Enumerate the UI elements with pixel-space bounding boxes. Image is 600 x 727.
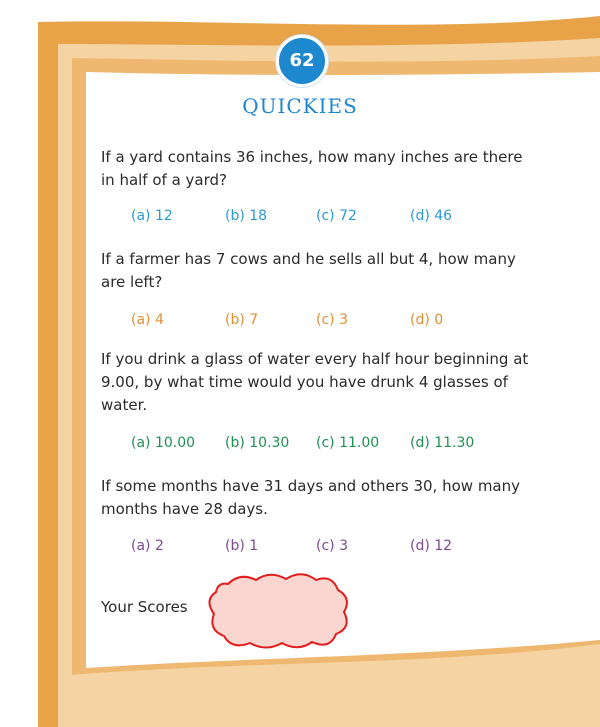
q4-option-c[interactable]: (c) 3 — [316, 538, 348, 554]
question-1-text: If a yard contains 36 inches, how many inches are there in half of a yard? — [101, 148, 523, 189]
q2-option-a[interactable]: (a) 4 — [131, 312, 164, 328]
q1-option-c[interactable]: (c) 72 — [316, 208, 357, 224]
q1-option-a[interactable]: (a) 12 — [131, 208, 173, 224]
page-number-badge: 62 — [276, 35, 328, 87]
q1-option-b[interactable]: (b) 18 — [225, 208, 268, 224]
question-3-options — [131, 435, 531, 455]
q2-option-b[interactable]: (b) 7 — [225, 312, 259, 328]
q3-option-a[interactable]: (a) 10.00 — [131, 435, 196, 451]
q2-option-c[interactable]: (c) 3 — [316, 312, 348, 328]
question-1-options — [131, 208, 531, 228]
q4-option-a[interactable]: (a) 2 — [131, 538, 164, 554]
score-cloud-box[interactable] — [204, 570, 354, 652]
page-title: QUICKIES — [242, 94, 358, 118]
score-cloud-shape — [209, 574, 346, 647]
scores-label: Your Scores — [101, 598, 188, 616]
question-3-text: If you drink a glass of water every half hour beginning at 9.00, by what time would you have drunk 4 glasses of water. — [101, 350, 529, 414]
question-2-text: If a farmer has 7 cows and he sells all but 4, how many are left? — [101, 250, 516, 291]
q1-option-d[interactable]: (d) 46 — [410, 208, 453, 224]
q4-option-d[interactable]: (d) 12 — [410, 538, 453, 554]
q3-option-b[interactable]: (b) 10.30 — [225, 435, 290, 451]
question-2-options — [131, 312, 531, 332]
q3-option-c[interactable]: (c) 11.00 — [316, 435, 380, 451]
question-4-options — [131, 538, 531, 558]
q2-option-d[interactable]: (d) 0 — [410, 312, 444, 328]
q3-option-d[interactable]: (d) 11.30 — [410, 435, 475, 451]
question-4-text: If some months have 31 days and others 30, how many months have 28 days. — [101, 477, 521, 518]
q4-option-b[interactable]: (b) 1 — [225, 538, 259, 554]
